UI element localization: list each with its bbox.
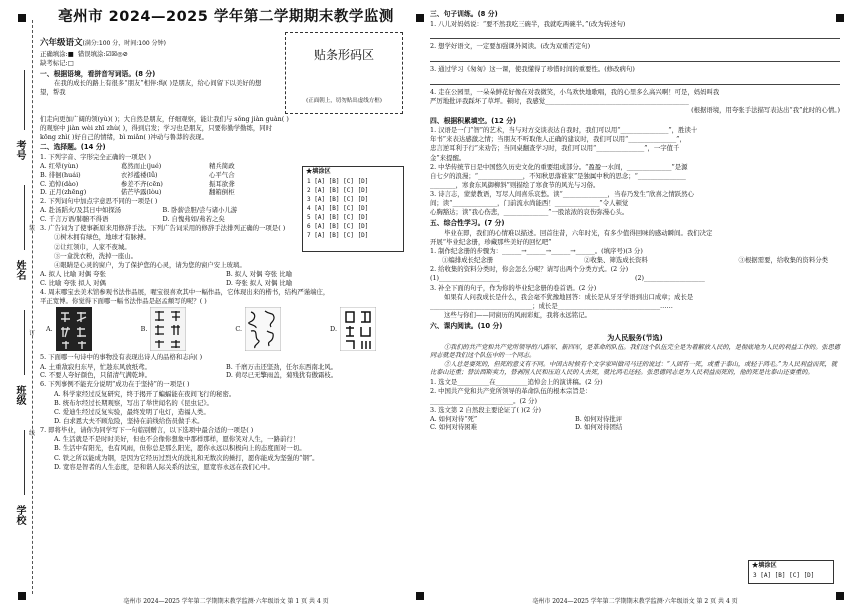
q2-options (40, 206, 285, 223)
registration-mark (416, 14, 424, 22)
page-2 (430, 8, 840, 608)
answer-fill-area (302, 166, 404, 252)
answer-row[interactable]: 3 [A] [B] [C] [D] (307, 196, 369, 204)
answer-line[interactable] (430, 76, 840, 85)
fill-q3: 3. 诗言志，蒙蒙教语，写尽人间喜乐哀愁。读“______________，当春乃发生”欣喜之情跃然心 (430, 190, 694, 199)
binding-strip (0, 0, 40, 614)
answer-area-title: ★填涂区 (752, 562, 777, 569)
option: B. 卧薪尝胆/尝与诸小儿游 (162, 206, 238, 215)
reading-q2: 2. 中国共产党和共产党所领导的革命队伍的根本宗旨是： (430, 387, 592, 396)
essay-paragraph: ②人总是要死的，但死的意义有不同。中国古时候有个文学家叫做司马迁的说过：“人固有一死，或重于泰山，或轻于鸿毛。”为人民利益而死，就比泰山还重；替法西斯卖力，替剥削人民和压迫人民的人去死，就比鸿毛还轻。张思德同志是为人民利益而死的，他的死是比泰山还要重的。 (430, 361, 838, 377)
option: 振耳欲聋 (209, 179, 235, 188)
section-3-title: 三、句子训练。(8 分) (430, 10, 498, 18)
sentence-q4: 4. 走在公园里，一朵朵鲜花好像在对我微笑，小鸟欢快地歌唱，我的心里多么高兴啊！可是，妈妈叫我 (430, 87, 720, 96)
option: B. 如何对待批评 (575, 414, 623, 423)
q3-item: ②让红领巾，人家不夜城。 (54, 242, 131, 251)
option: D. 如何对待团结 (575, 423, 623, 432)
fill-q3-cont: 间；读“______________，门前流水尚能西！______________”令人顿觉 (430, 199, 629, 208)
option: C. 比喻 夸张 拟人 对偶 (40, 278, 106, 287)
barcode-note: (正面朝上，切勿贴出虚线方框) (306, 97, 382, 104)
option: A. 拟人 比喻 对偶 夸张 (40, 269, 106, 278)
option: C. 不要人夸好颜色，只留清气满乾坤。 (40, 371, 151, 380)
s1-paragraph: 在我的成长的路上有很多“朋友”相伴:绚( )是朋友，给心间留下以美好的想望，帮我 (40, 79, 262, 97)
calligraphy-option-c: C. (235, 307, 281, 351)
absent-mark: 缺考标记:□ (40, 59, 74, 68)
fill-q1-cont: 金”来提醒。 (430, 153, 466, 162)
section-6-title: 六、课内阅读。(10 分) (430, 321, 503, 330)
option: ②收集、筛选成长资料 (583, 256, 648, 265)
cut-mark: 线 (29, 430, 36, 437)
activity-q3-text: 这些与你们——同窗历的风雨彩虹，我将永远铭记。 (444, 311, 591, 320)
option: A. 红晕(yùn) (40, 162, 79, 171)
reading-q3: 3. 选文第 2 自然段主要论证了( )(2 分) (430, 405, 542, 414)
intro-text: 开展“毕业纪念册，珍藏那些美好的回忆吧” (430, 237, 552, 246)
option: ③根据需要，给收集的资料分类 (738, 256, 828, 265)
reading-q1: 1. 选文是__________在__________追悼会上的演讲稿。(2 分) (430, 378, 603, 387)
calligraphy-image-cursive (245, 307, 281, 351)
page-footer: 亳州市 2024—2025 学年第二学期期末教学监测·六年级语文 第 1 页 共 4 页 (123, 597, 329, 605)
option: A. 赴汤蹈火/及其日中如探汤 (40, 206, 122, 215)
dashed-cut-line (32, 20, 33, 594)
answer-line[interactable] (430, 30, 840, 39)
class-label: 班级 (14, 385, 25, 405)
sentence-q2: 2. 想学好语文，一定要加强课外阅读。(改为双重否定句) (430, 42, 591, 51)
option: A. 生活就是不是时时美好，但也不会像你想象中那样那样，愿你笑对人生，一路前行！ (54, 435, 300, 444)
activity-q2: 2. 给收集的资料分类时，你会怎么分呢？请写出两个分类方式。(2 分) (430, 265, 629, 274)
section-4-title: 四、根据积累填空。(12 分) (430, 116, 517, 125)
correct-fill: 正确填涂:■ (40, 49, 74, 58)
option: C. 如何对待困难 (430, 423, 478, 432)
wrong-fill: 错误填涂:☑☒◎⊘ (77, 49, 128, 58)
s1-paragraph: kōng zhì( )好自己的情绪，bì miǎn( )冲动与鲁莽的表现。 (40, 132, 208, 141)
option: B. 徘徊(huái) (40, 170, 81, 179)
option: D. 宽容是智者的人生态度，是和谐人际关系的法宝，愿宽容永远在我们心中。 (54, 462, 274, 471)
fill-q1-cont: 忠言逆耳利于行”来劝告；当同桌翻查学习时，我们可以用“_______________”，一字值千 (430, 144, 680, 153)
reading-q3-options (430, 415, 720, 432)
calligraphy-option-b: B. (141, 307, 187, 351)
s1-paragraph: 们走向更加广阔的领(yù)( )；大自然是朋友，仔细观察，能让我们与 sǒng jiàn guàn( ) (40, 114, 289, 123)
name-label: 姓名 (14, 260, 25, 280)
calligraphy-option-d: D. (330, 307, 376, 351)
option: A. 土重敌寂归东早，忙趁东风放纸鸢。 (40, 362, 151, 371)
q1-options (40, 162, 285, 197)
activity-q2-lines (430, 274, 840, 283)
calligraphy-image-rubbing (56, 307, 92, 351)
section-5-title: 五、综合性学习。(7 分) (430, 219, 505, 228)
exam-title: 亳州市 2024—2025 学年第二学期期末教学监测 (58, 9, 394, 25)
option: C. 爱迪生经过反复实验，最终发明了电灯，造福人类。 (54, 407, 210, 416)
activity-q1-options (430, 256, 840, 265)
calligraphy-image-seal (340, 307, 376, 351)
subject-line (40, 38, 265, 49)
sentence-q4-note: (根据语境，用夸张手法描写表达出“我”此时的心情。) (691, 105, 840, 114)
option: 偌芒毕露(lòu) (120, 188, 162, 197)
subject-note: (满分:100 分，时间:100 分钟) (82, 40, 166, 47)
answer-line[interactable]: (1)___________________ (430, 274, 500, 283)
question-6: 6. 下列事例不能充分说明“成功在于坚持”的一项是( ) (40, 380, 190, 389)
reading-q2-line: __________________________。(2 分) (430, 396, 537, 405)
sentence-q3: 3. 通过学习《匆匆》这一课，使我懂得了珍惜时间的重要性。(修改病句) (430, 64, 635, 73)
option: B. 拟人 对偶 夸张 比喻 (226, 269, 292, 278)
school-line (24, 430, 25, 495)
option: 葛然而止(jué) (120, 162, 162, 171)
fill-q2: 2. 中华传统节日是中国悠久历史文化的重要组成部分。“盈盈一水间，______________”是源 (430, 162, 688, 171)
option: 心平气合 (209, 170, 235, 179)
answer-row[interactable]: 6 [A] [B] [C] [D] (307, 223, 369, 231)
answer-row[interactable]: 3 [A] [B] [C] [D] (753, 572, 815, 580)
option: 参差不齐(cēn) (120, 179, 163, 188)
answer-row[interactable]: 1 [A] [B] [C] [D] (307, 178, 369, 186)
section-1-title: 一、根据语境，看拼音写词语。(8 分) (40, 69, 156, 78)
page-footer: 亳州市 2024—2025 学年第二学期期末教学监测·六年级语文 第 2 页 共 4 页 (532, 597, 738, 605)
option: D. 白求恩大夫不顾危险，坚持在前线给伤员做手术。 (54, 416, 204, 425)
option: C. 千言万语/肺腑不得语 (40, 215, 109, 224)
name-line (24, 185, 25, 250)
sentence-q4-cont: 严厉地批评我踩坏了草坪。顿时，我感觉_____________________________________________ (430, 96, 689, 105)
barcode-area (285, 32, 403, 114)
answer-row[interactable]: 5 [A] [B] [C] [D] (307, 214, 369, 222)
option: C. 铁之所以能成为钢，是因为它经历过烈火的洗礼和无数次的捶打，愿你能成为坚强的“钢”。 (54, 453, 319, 462)
option: 衣衫褴褛(lǚ) (120, 170, 158, 179)
answer-line[interactable] (430, 53, 840, 62)
fill-instructions (40, 50, 265, 59)
answer-line[interactable]: (2)___________________ (635, 274, 705, 283)
option: D. 正月(zhēng) (40, 188, 87, 197)
option: 翻箱倒柜 (209, 188, 235, 197)
option: B. 生活中有阳光，也有风雨，但你总是那么阳光，愿你永远以积极向上的态度面对一切。 (54, 444, 306, 453)
calligraphy-option-a: A. (46, 307, 92, 351)
question-1: 1. 下列字音、字形完全正确的一项是( ) (40, 153, 152, 162)
cut-mark: 订 (29, 330, 36, 337)
page-1 (40, 8, 412, 608)
barcode-title: 贴条形码区 (313, 48, 374, 62)
answer-row[interactable]: 4 [A] [B] [C] [D] (307, 205, 369, 213)
s1-paragraph: 的观察中 jiàn wèi zhī zhù( )，得到启发；学习也是朋友，只要你勤学勤练，同时 (40, 123, 273, 132)
question-3: 3. 广告词为了使事新原来用修辞手法。下列广告词采用的修辞手法排列正确的一项是( ) (40, 224, 286, 233)
cut-mark: 装 (29, 225, 36, 232)
question-7: 7. 即将毕业，请你为同学写下一句临别赠言，以下选项中最合适的一项是( ) (40, 426, 254, 435)
question-5: 5. 下面哪一句诗中的事物没有表现出诗人的品格和志向( ) (40, 353, 203, 362)
fill-q2-cont: ________，寒食东风御柳斜”则描绘了寒食节的风光与习俗。 (430, 181, 600, 190)
q3-item: ①树木拥有绿色，地球才有脉搏。 (54, 233, 150, 242)
option: B. 千磨万击还坚劲，任尔东西南北风。 (226, 362, 338, 371)
answer-row[interactable]: 2 [A] [B] [C] [D] (307, 187, 369, 195)
q3-item: ④眼睛是心灵的窗户，为了保护您的心灵，请为您的窗户安上玻璃。 (54, 260, 246, 269)
activity-q3-text: ________________________________；成长是________________________________…… (430, 301, 673, 310)
fill-q1: 1. 汉语是一门“智”的艺术，当与对方交谈表达自我时，我们可以用“_______________”，胜读十 (430, 126, 698, 135)
subject: 六年级语文 (40, 38, 83, 48)
calligraphy-image-regular (150, 307, 186, 351)
option: A. 如何对待“死” (430, 414, 478, 423)
fill-q1-cont: 年书”来表达感激之情；当朋友不听取他人正确的建议时，我们可以用“_______________”， (430, 135, 686, 144)
option: 精兵简政 (209, 162, 235, 171)
answer-area-title: ★填涂区 (306, 168, 331, 175)
q3-item: ③一盒洗衣粉，洗掉一座山。 (54, 251, 138, 260)
answer-fill-area (748, 560, 834, 584)
calligraphy-options (46, 307, 376, 351)
question-4: 4. 周末哪宝去美术馆参观书法作品展，喔宝很喜欢其中一幅作品，它体现出来的楷书，结构严谨端庄， (40, 287, 330, 296)
activity-q3-text: 如果有人问我成长是什么，我会毫不犹豫地回答：成长是从牙牙学语到出口成章；成长是 (444, 292, 694, 301)
registration-mark (416, 592, 424, 600)
fill-q2-cont: 自七夕的浪漫；“______________，不知秋思落谁家”是独属中秋的思念；“_______________ (430, 171, 686, 180)
intro-text: 毕业在即，我们的心情难以描述。回首往昔，六年时光，有多少值得回味的感动瞬间。我们决定 (444, 228, 713, 237)
option: D. 荷尽已无擎雨盖，菊残犹有傲霜枝。 (226, 371, 338, 380)
option: B. 统布尔经过长期观察，写出了举世闻名的《昆虫记》。 (54, 398, 213, 407)
option: D. 自愧弗如/弗若之矣 (162, 215, 225, 224)
essay-title: 为人民服务(节选) (607, 333, 663, 342)
section-2-title: 二、选择题。(14 分) (40, 143, 106, 152)
school-label: 学校 (14, 505, 25, 525)
sentence-q1: 1. 八儿对妈妈说：“要不然我吃三碗半，我就吃两碗半。”(改为转述句) (430, 19, 626, 28)
activity-q3: 3. 补全下面的句子，作为你的毕业纪念册的卷首语。(2 分) (430, 283, 597, 292)
option: C. 追悼(dào) (40, 179, 79, 188)
q5-options (40, 363, 412, 380)
fill-q3-cont: 心胸豁达；读“我心伤悲，______________”一股浓浓的哀伤弥漫心头。 (430, 208, 629, 217)
option: ①编排成长纪念册 (442, 256, 494, 265)
answer-row[interactable]: 7 [A] [B] [C] [D] (307, 232, 369, 240)
class-line (24, 310, 25, 375)
option: D. 夸张 拟人 对偶 比喻 (226, 278, 293, 287)
exam-no-label: 考号 (14, 140, 25, 160)
essay-paragraph: ①我们的共产党和共产党所领导的八路军、新四军，是革命的队伍。我们这个队伍完全是为着解放人民的，是彻底地为人民的利益工作的。张思德同志就是我们这个队伍中的一个同志。 (430, 343, 840, 360)
exam-no-line (24, 70, 25, 130)
question-4-cont: 平正宽博。你觉得下面哪一幅书法作品是赵孟頫写的呢？( ) (40, 296, 207, 305)
question-2: 2. 下列词句中加点字意思不同的一项是( ) (40, 197, 158, 206)
activity-q1: 1. 制作纪念册的步骤为：______→______→______→______。(填序号)(3 分) (430, 247, 643, 256)
option: A. 科学家经过反复研究，终于揭开了蝙蝠能在夜间飞行的秘密。 (54, 389, 236, 398)
q3-options (40, 270, 412, 287)
